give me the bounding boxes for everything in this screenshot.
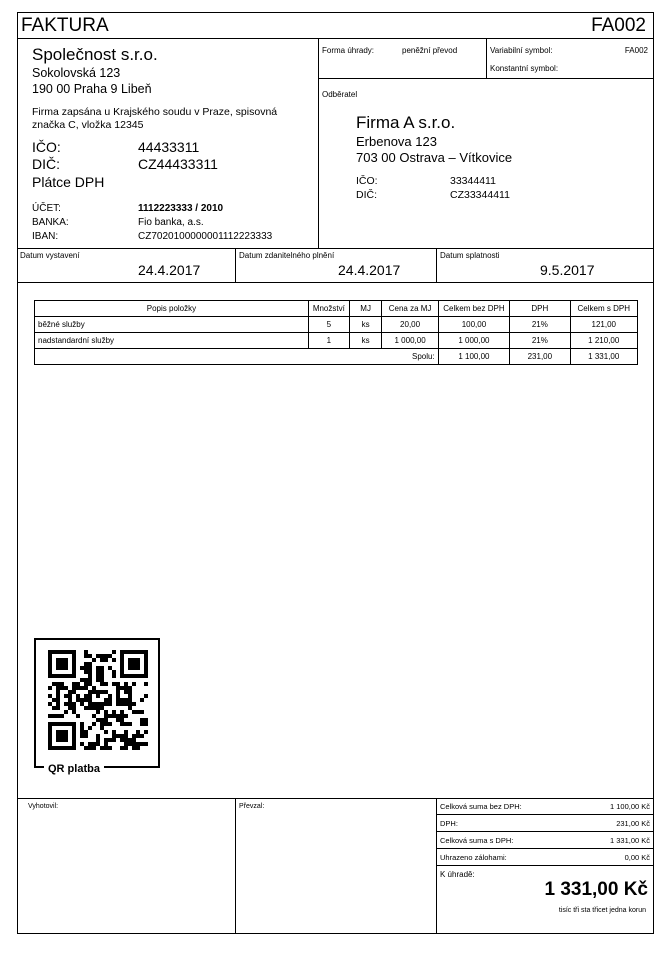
payment-method-label: Forma úhrady: (322, 46, 375, 55)
customer-dic-label: DIČ: (356, 189, 377, 201)
summary-row (436, 815, 654, 832)
item-gross-total: 121,00 (570, 317, 638, 333)
customer-street: Erbenova 123 (356, 134, 437, 149)
payment-method: peněžní převod (402, 46, 458, 55)
total-gross: 1 331,00 (570, 349, 638, 365)
divider (17, 38, 654, 39)
table-row (35, 317, 638, 333)
account-label: ÚČET: (32, 203, 61, 214)
constant-symbol-label: Konstantní symbol: (490, 64, 559, 73)
item-unit: ks (349, 317, 382, 333)
item-unit-price: 1 000,00 (382, 333, 438, 349)
table-header-row (35, 301, 638, 317)
sum-net-label: Celková suma bez DPH: (436, 798, 578, 815)
item-quantity: 5 (308, 317, 349, 333)
divider (235, 248, 236, 282)
taxable-date-label: Datum zdanitelného plnění (239, 251, 335, 260)
items-table (34, 300, 638, 365)
issued-date-label: Datum vystavení (20, 251, 80, 260)
col-header-gross-total: Celkem s DPH (570, 301, 638, 317)
supplier-registry-2: značka C, vložka 12345 (32, 119, 144, 131)
divider (235, 798, 236, 934)
customer-dic: CZ33344411 (450, 189, 510, 201)
customer-ico-label: IČO: (356, 175, 378, 187)
supplier-ico: 44433311 (138, 139, 200, 155)
divider (17, 248, 654, 249)
variable-symbol-label: Variabilní symbol: (490, 46, 553, 55)
col-header-quantity: Množství (308, 301, 349, 317)
divider (318, 78, 654, 79)
qr-code (48, 650, 148, 750)
divider (17, 282, 654, 283)
iban-label: IBAN: (32, 231, 59, 242)
supplier-dic-label: DIČ: (32, 156, 60, 172)
table-total-row (35, 349, 638, 365)
supplier-name: Společnost s.r.o. (32, 45, 158, 64)
supplier-ico-label: IČO: (32, 139, 61, 155)
due-date-label: Datum splatnosti (440, 251, 500, 260)
supplier-street: Sokolovská 123 (32, 66, 121, 80)
customer-name: Firma A s.r.o. (356, 113, 456, 132)
total-net: 1 100,00 (438, 349, 510, 365)
item-net-total: 1 000,00 (438, 333, 510, 349)
summary-row (436, 849, 654, 866)
invoice-title: FAKTURA (21, 15, 109, 36)
summary-table (436, 798, 654, 866)
col-header-description: Popis položky (35, 301, 309, 317)
issued-date: 24.4.2017 (138, 262, 201, 278)
item-gross-total: 1 210,00 (570, 333, 638, 349)
item-vat: 21% (510, 317, 570, 333)
invoice-number: FA002 (591, 15, 646, 36)
divider (318, 38, 319, 248)
advance-label: Uhrazeno zálohami: (436, 849, 578, 866)
to-pay-label: K úhradě: (440, 870, 475, 879)
vat-label: DPH: (436, 815, 578, 832)
total-label: Spolu: (35, 349, 439, 365)
to-pay-amount: 1 331,00 Kč (544, 879, 648, 900)
bank-label: BANKA: (32, 217, 69, 228)
account-number: 1112223333 / 2010 (138, 203, 224, 214)
bank-name: Fio banka, a.s. (138, 217, 204, 228)
variable-symbol: FA002 (624, 46, 648, 55)
sum-gross: 1 331,00 Kč (578, 832, 654, 849)
col-header-vat: DPH (510, 301, 570, 317)
received-by-label: Převzal: (239, 803, 265, 810)
item-unit-price: 20,00 (382, 317, 438, 333)
customer-city: 703 00 Ostrava – Vítkovice (356, 150, 513, 165)
table-row (35, 333, 638, 349)
customer-ico: 33344411 (450, 175, 496, 187)
col-header-net-total: Celkem bez DPH (438, 301, 510, 317)
qr-label: QR platba (44, 763, 104, 775)
qr-frame (34, 638, 160, 768)
item-unit: ks (349, 333, 382, 349)
item-description: běžné služby (35, 317, 309, 333)
iban-value: CZ7020100000001112223333 (138, 231, 273, 242)
divider (486, 38, 487, 78)
summary-row (436, 798, 654, 815)
supplier-dic: CZ44433311 (138, 156, 218, 172)
divider (436, 248, 437, 282)
sum-net: 1 100,00 Kč (578, 798, 654, 815)
supplier-registry-1: Firma zapsána u Krajského soudu v Praze, spisovná (32, 106, 278, 118)
item-description: nadstandardní služby (35, 333, 309, 349)
due-date: 9.5.2017 (540, 262, 595, 278)
total-vat: 231,00 (510, 349, 570, 365)
vat-payer-note: Plátce DPH (32, 174, 105, 190)
invoice-frame (17, 12, 654, 934)
advance-amount: 0,00 Kč (578, 849, 654, 866)
customer-label: Odběratel (322, 90, 358, 99)
issued-by-label: Vyhotovil: (28, 803, 59, 810)
sum-gross-label: Celková suma s DPH: (436, 832, 578, 849)
col-header-unit-price: Cena za MJ (382, 301, 438, 317)
amount-in-words: tisíc tři sta třicet jedna korun (558, 907, 646, 914)
item-quantity: 1 (308, 333, 349, 349)
col-header-unit: MJ (349, 301, 382, 317)
taxable-date: 24.4.2017 (338, 262, 401, 278)
vat-amount: 231,00 Kč (578, 815, 654, 832)
summary-row (436, 832, 654, 849)
item-net-total: 100,00 (438, 317, 510, 333)
supplier-city: 190 00 Praha 9 Libeň (32, 82, 152, 96)
item-vat: 21% (510, 333, 570, 349)
